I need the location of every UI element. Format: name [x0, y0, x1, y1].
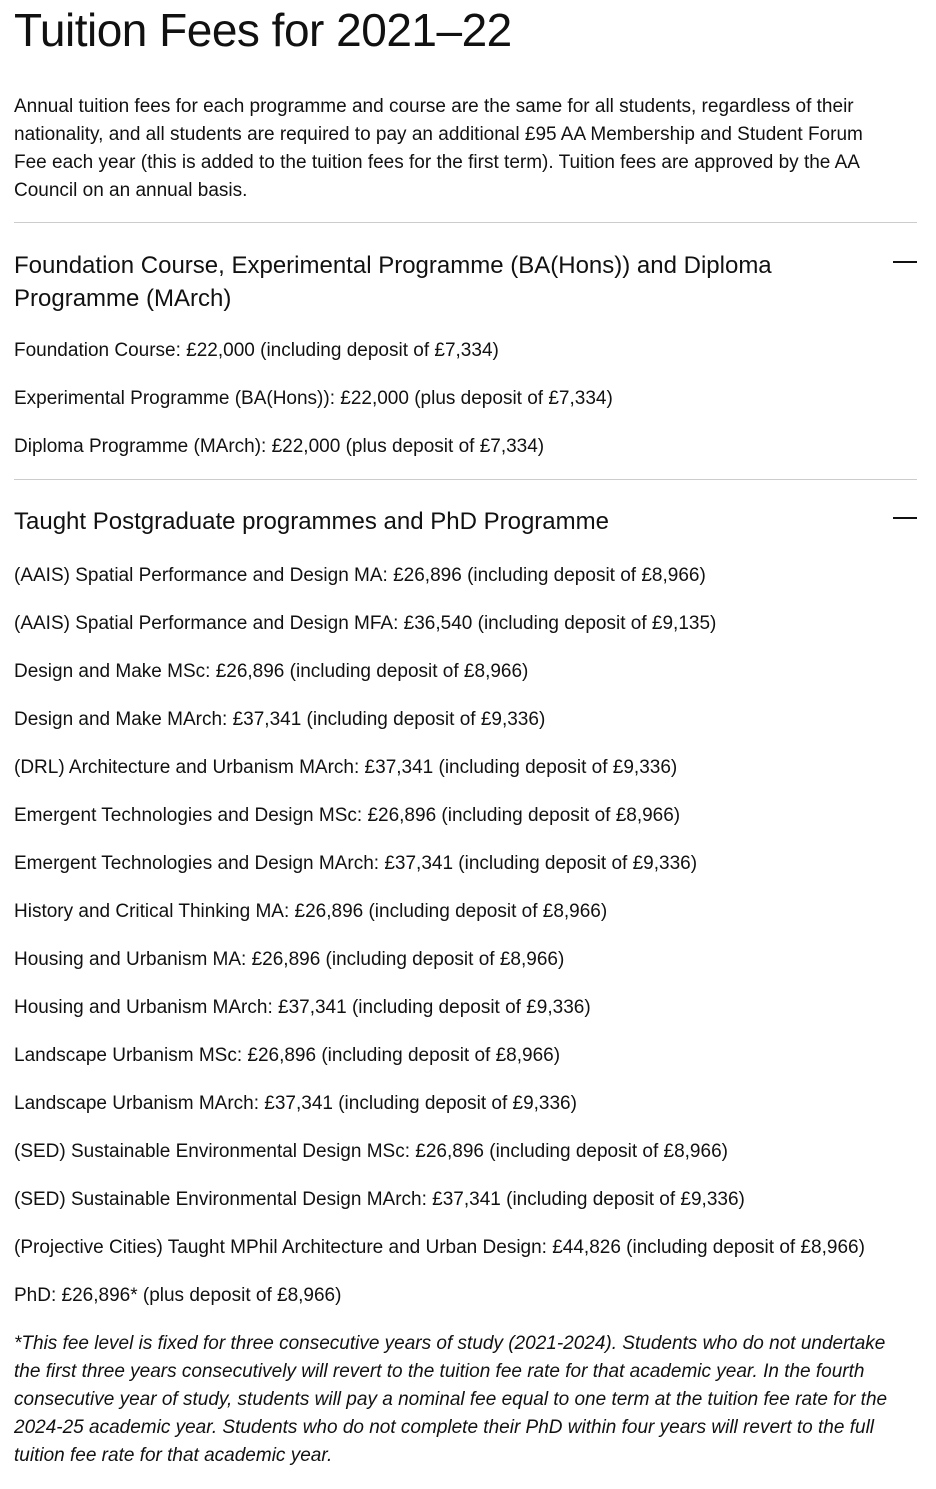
section-title: Taught Postgraduate programmes and PhD Programme: [14, 508, 609, 535]
list-item: Landscape Urbanism MArch: £37,341 (including deposit of £9,336): [14, 1093, 577, 1114]
phd-fee-footnote: *This fee level is fixed for three consecutive years of study (2021-2024). Students who do not undertake the first three years consecutively will revert to the tuition fee rate for that academic year. In the fourth consecutive year of study, students will pay a nominal fee equal to one term at the tuition fee rate for the 2024-25 academic year. Students who do not complete their PhD within four years will revert to the full tuition fee rate for that academic year.: [14, 1333, 888, 1466]
list-item: Foundation Course: £22,000 (including deposit of £7,334): [14, 340, 499, 361]
list-item: Housing and Urbanism MA: £26,896 (including deposit of £8,966): [14, 949, 565, 970]
section-title: Foundation Course, Experimental Programme (BA(Hons)) and Diploma Programme (MArch): [14, 252, 772, 312]
accordion-header[interactable]: [14, 505, 917, 538]
list-item: History and Critical Thinking MA: £26,896 (including deposit of £8,966): [14, 901, 608, 922]
list-item: Housing and Urbanism MArch: £37,341 (including deposit of £9,336): [14, 997, 591, 1018]
section-divider: [14, 222, 917, 223]
list-item: PhD: £26,896* (plus deposit of £8,966): [14, 1285, 342, 1306]
intro-paragraph: Annual tuition fees for each programme and course are the same for all students, regardless of their nationality, and all students are required to pay an additional £95 AA Membership and Student Forum Fee each year (this is added to the tuition fees for the first term). Tuition fees are approved by the AA Council on an annual basis.: [14, 96, 863, 201]
list-item: (SED) Sustainable Environmental Design MArch: £37,341 (including deposit of £9,336): [14, 1189, 745, 1210]
list-item: (SED) Sustainable Environmental Design MSc: £26,896 (including deposit of £8,966): [14, 1141, 728, 1162]
minus-icon[interactable]: [893, 249, 917, 273]
accordion-section-undergraduate: [14, 249, 916, 461]
page-title: Tuition Fees for 2021–22: [14, 4, 512, 56]
list-item: (DRL) Architecture and Urbanism MArch: £37,341 (including deposit of £9,336): [14, 757, 678, 778]
fee-list: [14, 337, 916, 461]
accordion-section-postgraduate: [14, 505, 916, 1470]
list-item: Emergent Technologies and Design MArch: £37,341 (including deposit of £9,336): [14, 853, 698, 874]
list-item: Diploma Programme (MArch): £22,000 (plus deposit of £7,334): [14, 436, 545, 457]
list-item: Landscape Urbanism MSc: £26,896 (including deposit of £8,966): [14, 1045, 561, 1066]
accordion-header[interactable]: [14, 249, 917, 315]
list-item: Design and Make MSc: £26,896 (including deposit of £8,966): [14, 661, 529, 682]
list-item: (Projective Cities) Taught MPhil Architecture and Urban Design: £44,826 (including deposit of £8,966): [14, 1237, 865, 1258]
list-item: Design and Make MArch: £37,341 (including deposit of £9,336): [14, 709, 546, 730]
list-item: Experimental Programme (BA(Hons)): £22,000 (plus deposit of £7,334): [14, 388, 613, 409]
list-item: (AAIS) Spatial Performance and Design MFA: £36,540 (including deposit of £9,135): [14, 613, 717, 634]
minus-icon[interactable]: [893, 505, 917, 529]
fee-list: [14, 562, 916, 1310]
list-item: (AAIS) Spatial Performance and Design MA: £26,896 (including deposit of £8,966): [14, 565, 706, 586]
section-divider: [14, 479, 917, 480]
list-item: Emergent Technologies and Design MSc: £26,896 (including deposit of £8,966): [14, 805, 681, 826]
